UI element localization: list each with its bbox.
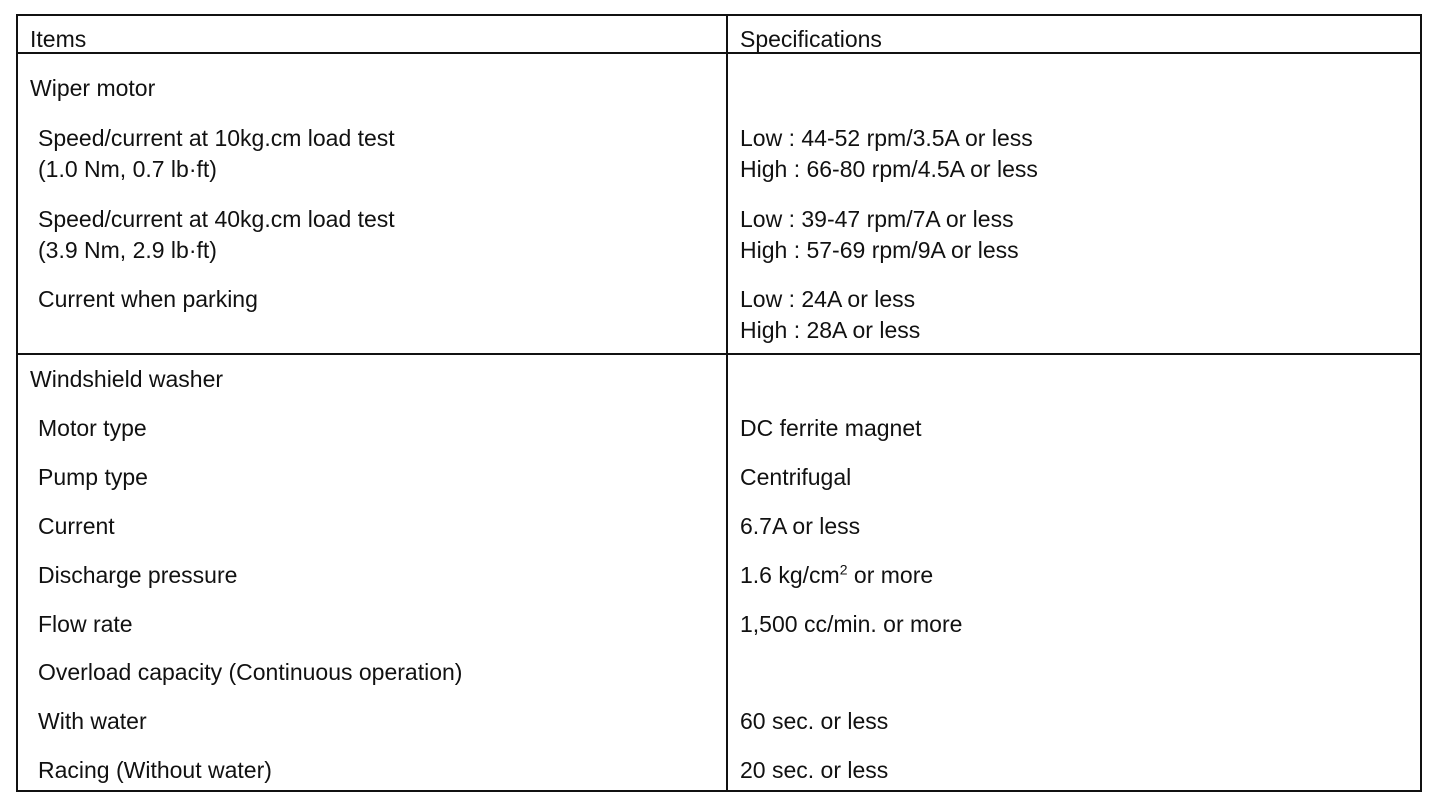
item-line: (1.0 Nm, 0.7 lb·ft) [38,156,217,182]
item-cell: Overload capacity (Continuous operation) [38,659,463,685]
spec-line: Low : 24A or less [740,286,916,312]
item-cell: Racing (Without water) [38,757,272,783]
item-cell: Current [38,513,115,539]
spec-cell: 6.7A or less [740,513,861,539]
item-cell [38,123,395,185]
spec-superscript: 2 [839,561,848,578]
item-line: Speed/current at 10kg.cm load test [38,125,395,151]
specifications-table [16,14,1422,792]
spec-cell: 20 sec. or less [740,757,889,783]
item-cell [38,284,258,315]
section-divider [18,353,1420,355]
spec-cell: 60 sec. or less [740,708,889,734]
spec-line: High : 28A or less [740,317,921,343]
item-line: Speed/current at 40kg.cm load test [38,206,395,232]
spec-line: High : 66-80 rpm/4.5A or less [740,156,1038,182]
item-cell: Flow rate [38,611,133,637]
spec-cell: 1,500 cc/min. or more [740,611,963,637]
spec-cell: DC ferrite magnet [740,415,922,441]
spec-cell [740,204,1019,266]
item-line: Current when parking [38,286,258,312]
spec-cell: Centrifugal [740,464,852,490]
item-cell [38,204,395,266]
spec-line: Low : 39-47 rpm/7A or less [740,206,1014,232]
header-specifications: Specifications [740,26,882,52]
header-items: Items [30,26,87,52]
item-cell: With water [38,708,147,734]
section-title-windshield-washer: Windshield washer [30,366,224,392]
spec-line: Low : 44-52 rpm/3.5A or less [740,125,1033,151]
header-divider [18,52,1420,54]
spec-cell [740,284,920,346]
item-cell: Motor type [38,415,147,441]
section-title-wiper-motor: Wiper motor [30,75,156,101]
item-cell: Pump type [38,464,148,490]
spec-line: High : 57-69 rpm/9A or less [740,237,1019,263]
spec-cell [740,560,933,591]
item-line: (3.9 Nm, 2.9 lb·ft) [38,237,217,263]
spec-cell [740,123,1038,185]
item-cell: Discharge pressure [38,562,238,588]
column-divider [726,16,728,790]
spec-suffix: or more [847,562,934,588]
spec-prefix: 1.6 kg/cm [740,562,840,588]
